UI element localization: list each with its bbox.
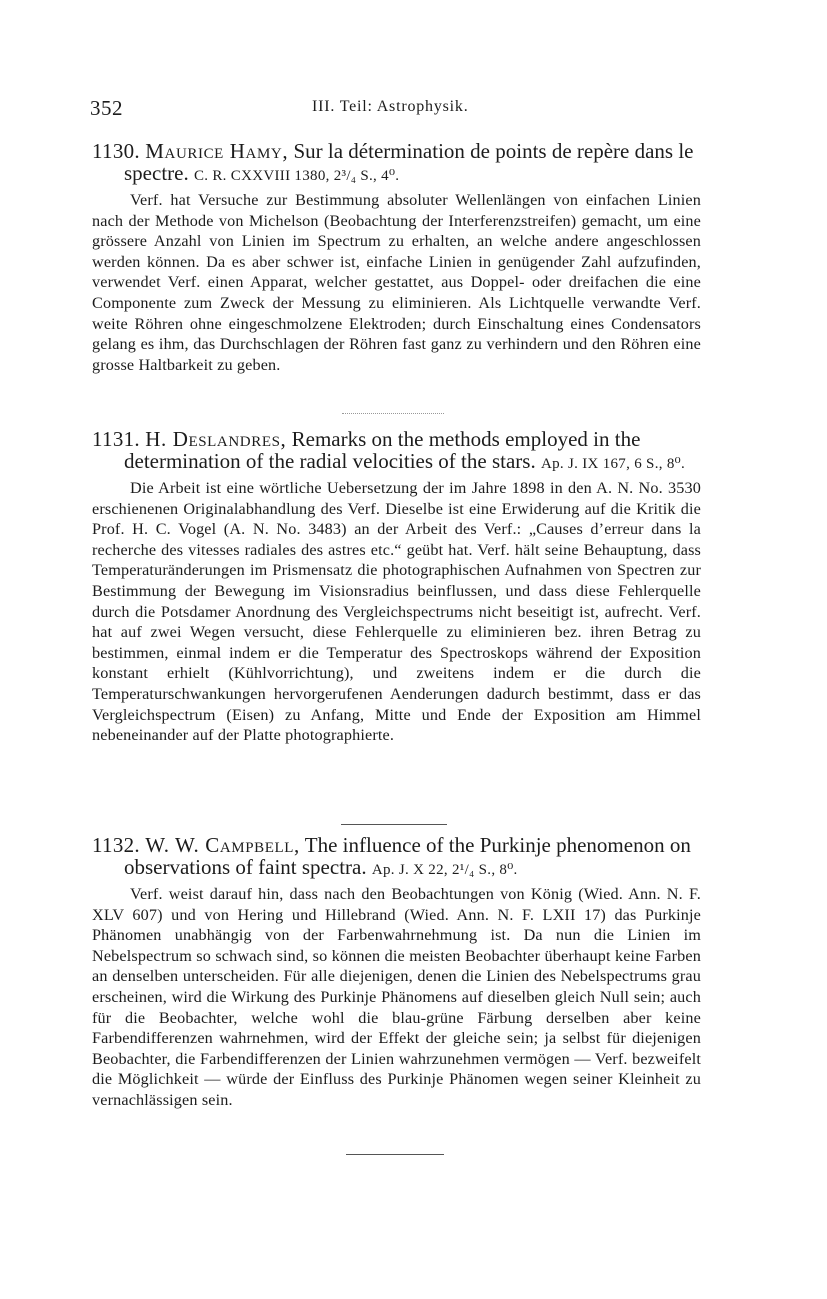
entry-title: Remarks on the methods employed in the determination of the radial velocities of the stars. bbox=[124, 427, 641, 473]
abstract-text: Verf. hat Versuche zur Bestimmung absoluter Wellenlängen von einfachen Linien nach der Methode von Michelson (Beobachtung der Interferenzstreifen) gemacht, um eine grössere Anzahl von Linien im Spectrum zu erhalten, an welche andere angeschlossen werden können. Da es aber schwer ist, einfache Linien in genügender Zahl aufzufinden, verwendet Verf. einen Apparat, welcher gestattet, aus Doppel- oder dreifachen die eine Componente zum Zweck der Messung zu eliminieren. Als Lichtquelle verwandte Verf. weite Röhren ohne eingeschmolzene Elektroden; durch Einschaltung eines Condensators gelang es ihm, das Durchschlagen der Röhren fast ganz zu verhindern und den Röhren eine grosse Haltbarkeit zu geben. bbox=[92, 191, 701, 374]
entry-title: Sur la détermination de points de repère dans le spectre. bbox=[124, 139, 694, 185]
entry-abstract bbox=[92, 478, 701, 746]
entry-reference: Ap. J. IX 167, 6 S., 8⁰. bbox=[540, 456, 686, 472]
entry-heading bbox=[92, 834, 701, 881]
entry-title: The influence of the Purkinje phenomenon on observations of faint spectra. bbox=[124, 833, 691, 879]
entry-separator bbox=[341, 824, 447, 825]
page-number: 352 bbox=[90, 96, 123, 120]
entry-number: 1132. bbox=[92, 833, 140, 857]
entry-author: Maurice Hamy, bbox=[145, 139, 289, 163]
abstract-text: Verf. weist darauf hin, dass nach den Beobachtungen von König (Wied. Ann. N. F. XLV 607) und von Hering und Hillebrand (Wied. Ann. N. F. LXII 17) das Purkinje Phänomen unabhängig von der Farbenwahrnehmung ist. Da nun die Linien im Nebelspectrum so schwach sind, so können die meisten Beobachter überhaupt keine Farben an denselben unterscheiden. Für alle diejenigen, denen die Linien des Nebelspectrums grau erscheinen, wird die Wirkung des Purkinje Phänomens auf dieselben gleich Null sein; auch für die Beobachter, welche wohl die blau-grüne Färbung derselben aber keine Farbendifferenzen wahrnehmen, wird der Effekt der gleiche sein; ja selbst für diejenigen Beobachter, die Farbendifferenzen der Linien wahrzunehmen vermögen — Verf. bezweifelt die Möglichkeit — würde der Einfluss des Purkinje Phänomen wegen seiner Kleinheit zu vernachlässigen sein. bbox=[92, 885, 701, 1109]
entry-1132 bbox=[92, 834, 701, 1111]
entry-reference: Ap. J. X 22, 2¹/₄ S., 8⁰. bbox=[371, 862, 518, 878]
entry-number: 1130. bbox=[92, 139, 140, 163]
entry-heading bbox=[92, 428, 701, 475]
entry-abstract bbox=[92, 190, 701, 375]
entry-abstract bbox=[92, 884, 701, 1111]
entry-number: 1131. bbox=[92, 427, 140, 451]
abstract-text: Die Arbeit ist eine wörtliche Uebersetzung der im Jahre 1898 in den A. N. No. 3530 erschienenen Originalabhandlung des Verf. Dieselbe ist eine Erwiderung auf die Kritik die Prof. H. C. Vogel (A. N. No. 3483) an der Arbeit des Verf.: „Causes d’erreur dans la recherche des vitesses radiales des astres etc.“ geübt hat. Verf. hält seine Behauptung, dass Temperaturänderungen im Prismensatz die photographischen Aufnahmen von Spectren zur Bestimmung der Bewegung im Visionsradius beinflussen, und dass diese Fehlerquelle durch die Potsdamer Anordnung des Vergleichspectrums nicht beseitigt ist, aufrecht. Verf. hat auf zwei Wegen versucht, diese Fehlerquelle zu eliminieren bez. ihren Betrag zu bestimmen, einmal indem er die Temperatur des Spectroskops während der Exposition konstant erhielt (Kühlvorrichtung), und zweitens indem er die durch die Temperaturschwankungen hervorgerufenen Aenderungen dadurch bestimmt, dass er das Vergleichspectrum (Eisen) zu Anfang, Mitte und Ende der Exposition am Himmel nebeneinander auf der Platte photographierte. bbox=[92, 479, 701, 745]
entry-separator bbox=[342, 413, 444, 414]
entry-separator bbox=[346, 1154, 444, 1155]
entry-author: H. Deslandres, bbox=[145, 427, 287, 451]
entry-author: W. W. Campbell, bbox=[145, 833, 300, 857]
running-title: III. Teil: Astrophysik. bbox=[312, 98, 469, 115]
entry-1131 bbox=[92, 428, 701, 746]
entry-reference: C. R. CXXVIII 1380, 2³/₄ S., 4⁰. bbox=[193, 168, 400, 184]
entry-heading bbox=[92, 140, 701, 187]
entry-1130 bbox=[92, 140, 701, 375]
